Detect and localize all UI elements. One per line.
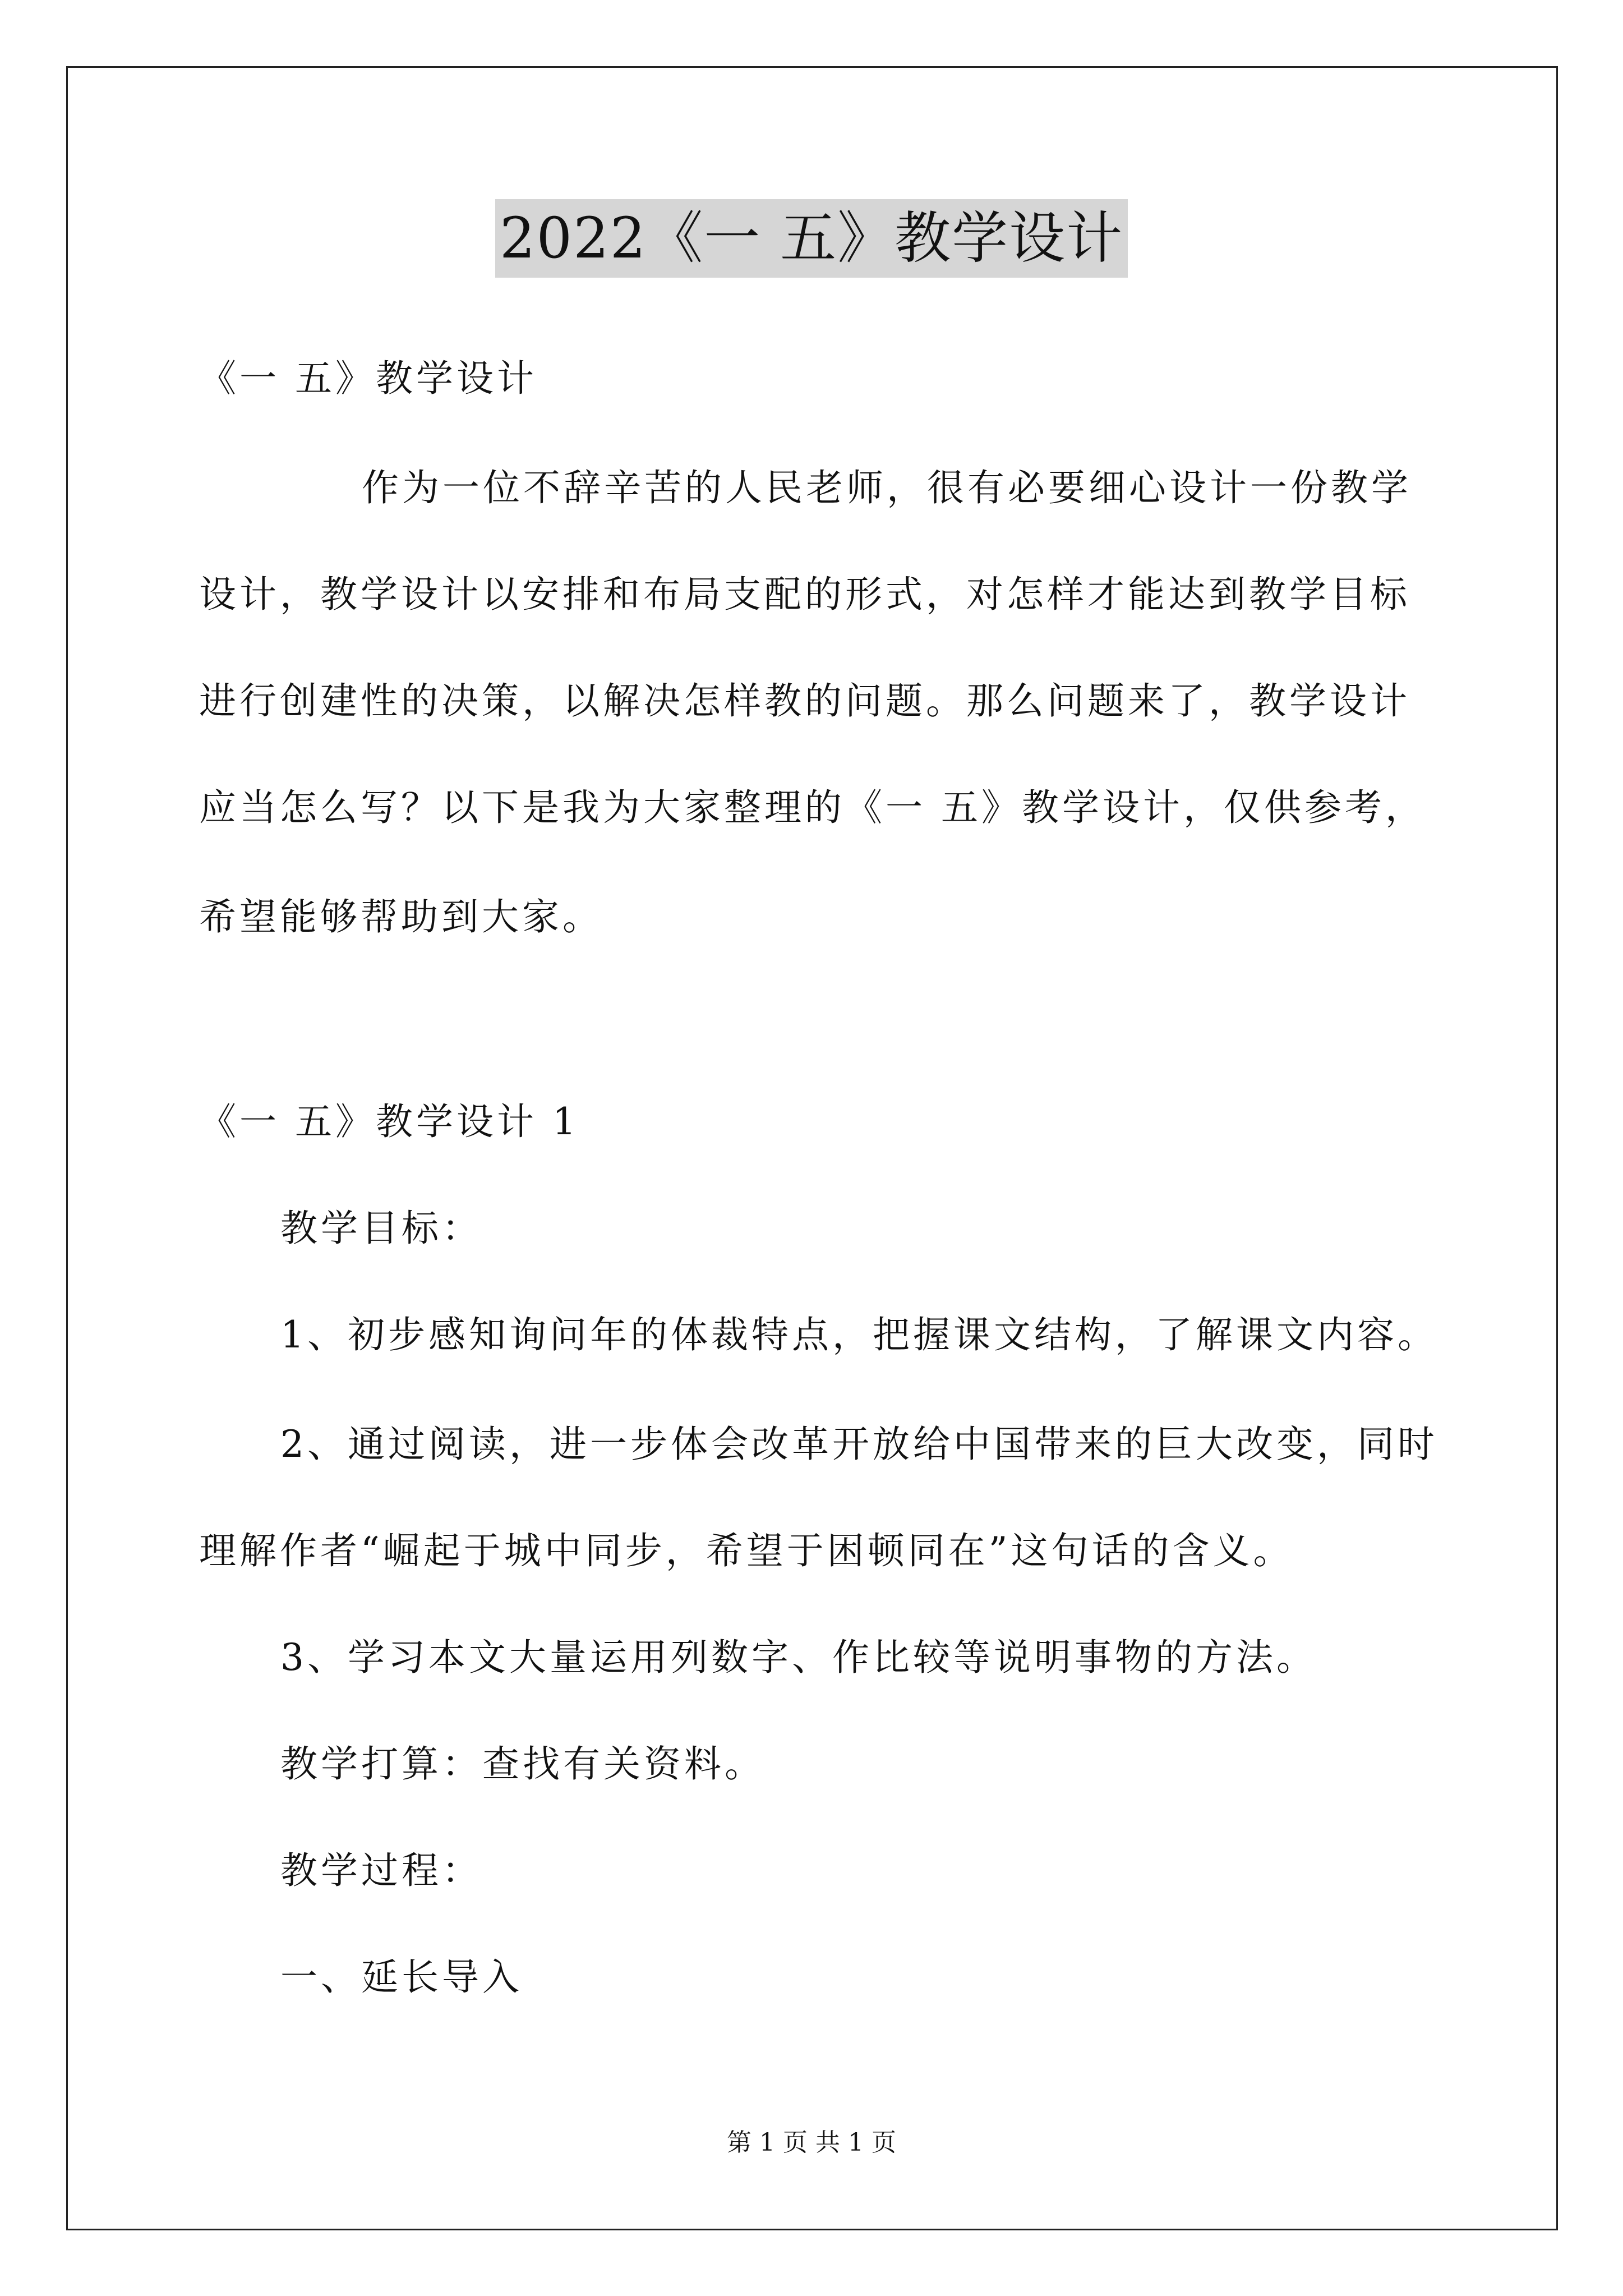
intro-line-5: 希望能够帮助到大家。	[199, 895, 603, 938]
body-line-8: 一、延长导入	[280, 1955, 523, 1999]
intro-line-1: 作为一位不辞辛苦的人民老师，很有必要细心设计一份教学	[362, 466, 1412, 509]
page-footer: 第 1 页 共 1 页	[727, 2128, 896, 2157]
body-line-7: 教学过程：	[280, 1849, 482, 1892]
body-line-5: 3、学习本文大量运用列数字、作比较等说明事物的方法。	[280, 1636, 1317, 1679]
document-subtitle: 《一 五》教学设计	[199, 357, 537, 400]
title-container	[0, 199, 1623, 278]
body-line-4: 理解作者“崛起于城中同步，希望于困顿同在”这句话的含义。	[199, 1529, 1294, 1572]
document-title: 2022《一 五》教学设计	[495, 199, 1128, 278]
body-line-1: 教学目标：	[280, 1207, 482, 1250]
intro-line-3: 进行创建性的决策，以解决怎样教的问题。那么问题来了，教学设计	[199, 679, 1410, 723]
body-line-6: 教学打算：查找有关资料。	[280, 1742, 765, 1786]
intro-line-4: 应当怎么写？以下是我为大家整理的《一 五》教学设计，仅供参考，	[199, 786, 1426, 829]
body-line-2: 1、初步感知询问年的体裁特点，把握课文结构，了解课文内容。	[280, 1313, 1438, 1356]
body-line-3: 2、通过阅读，进一步体会改革开放给中国带来的巨大改变，同时	[280, 1423, 1438, 1466]
intro-line-2: 设计，教学设计以安排和布局支配的形式，对怎样才能达到教学目标	[199, 573, 1410, 616]
section-heading: 《一 五》教学设计 1	[199, 1100, 579, 1143]
